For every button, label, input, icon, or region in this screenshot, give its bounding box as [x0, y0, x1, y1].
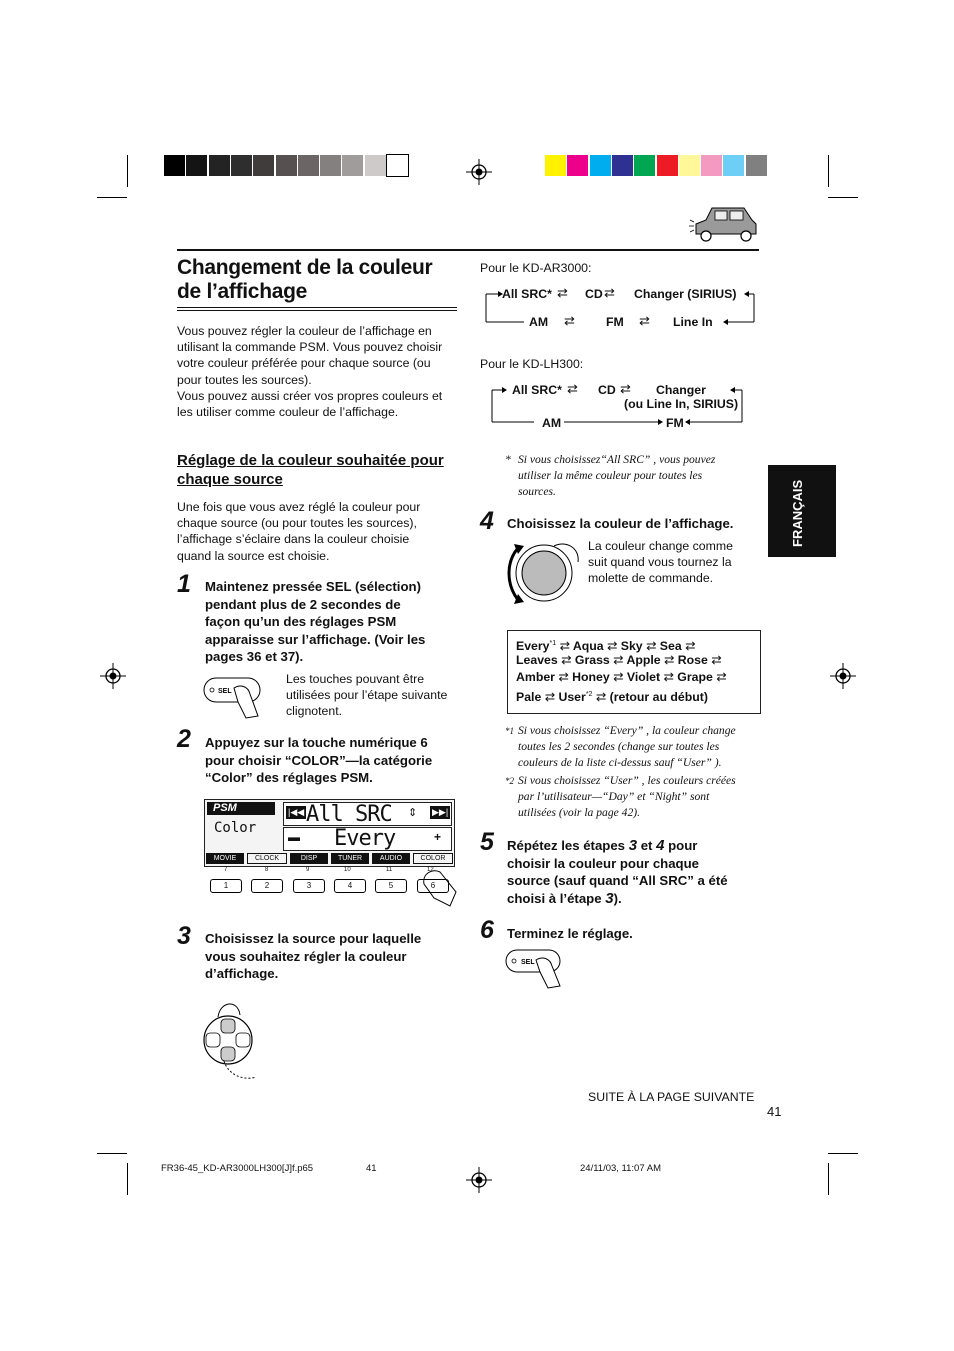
note-line: Si vous choisissez “User” , les couleurs créées — [518, 774, 736, 787]
section-rule — [177, 249, 759, 251]
swap-arrow-icon: ⇄ — [607, 639, 618, 654]
color-name: Apple — [626, 653, 661, 667]
swap-arrow-icon: ⇄ — [613, 670, 624, 684]
key-small-label: 11 — [386, 867, 393, 873]
footnote-mark: *2 — [505, 776, 514, 786]
step-number: 6 — [480, 916, 494, 944]
section-heading — [177, 451, 462, 489]
note-line: suit quand vous tournez la — [588, 555, 732, 570]
lcd-tab: COLOR — [413, 853, 453, 864]
section-intro-line: chaque source (ou pour toutes les sources), — [177, 516, 417, 531]
swap-arrow-icon: ⇄ — [613, 653, 624, 667]
swap-arrow-icon: ⇄ — [567, 381, 578, 396]
intro-paragraph — [177, 323, 462, 420]
crop-mark — [97, 1153, 127, 1154]
step-line: Appuyez sur la touche numérique 6 — [205, 735, 428, 750]
flow2-caption: Pour le KD-LH300: — [480, 357, 584, 371]
swap-arrow-icon: ⇄ — [544, 690, 556, 705]
step-line: “Color” des réglages PSM. — [205, 770, 373, 786]
step-line: choisir la couleur pour chaque — [507, 855, 699, 871]
note-line: couleurs de la liste ci-dessus sauf “User” ). — [518, 756, 722, 769]
crop-mark — [828, 155, 829, 187]
section-heading-line: chaque source — [177, 471, 283, 488]
swap-arrow-icon: ⇄ — [595, 690, 607, 705]
control-dial-illustration — [504, 538, 584, 608]
swap-arrow-icon: ⇄ — [561, 653, 572, 667]
language-tab-label: FRANÇAIS — [790, 479, 805, 547]
intro-line: Vous pouvez aussi créer vos propres couleurs et — [177, 388, 443, 403]
calibration-swatch — [723, 155, 744, 176]
step-3-text — [205, 930, 465, 983]
key-small-label: 7 — [224, 867, 228, 873]
text-run: Répétez les étapes — [507, 838, 629, 853]
calibration-swatch — [276, 155, 297, 176]
flow-node: Changer — [656, 383, 706, 397]
preset-key[interactable]: 1 — [210, 879, 242, 893]
control-pad-illustration — [198, 995, 264, 1085]
step-line: pendant plus de 2 secondes de — [205, 596, 401, 612]
skip-forward-icon: ▶▶| — [432, 807, 449, 817]
step-1-text — [205, 578, 465, 666]
color-name: Grass — [574, 653, 610, 667]
swap-arrow-icon: ⇄ — [711, 653, 722, 667]
lcd-tab: AUDIO — [372, 853, 410, 864]
color-name: Honey — [572, 670, 610, 684]
section-heading-line: Réglage de la couleur souhaitée pour — [177, 452, 444, 469]
title-underline — [177, 310, 457, 311]
note-line: toutes les 2 secondes (change sur toutes les — [518, 740, 720, 753]
lcd-tab: CLOCK — [247, 853, 287, 864]
color-name: Amber — [516, 670, 555, 684]
footnote-all-src — [518, 452, 758, 500]
note-line: clignotent. — [286, 704, 343, 719]
sel-button-illustration — [200, 672, 282, 722]
flow-node: Line In — [673, 315, 713, 329]
lcd-tab: DISP — [290, 853, 328, 864]
intro-line: les utiliser comme couleur de l’affichage. — [177, 405, 399, 420]
color-sequence-box — [507, 630, 761, 714]
intro-line: utilisant la commande PSM. Vous pouvez choisir — [177, 340, 443, 355]
step-number: 3 — [177, 922, 191, 950]
step-5-text — [507, 837, 759, 907]
sel-button-illustration — [504, 946, 574, 992]
note-line: Si vous choisissez “Every” , la couleur change — [518, 724, 736, 737]
text-run: ). — [613, 890, 622, 906]
crop-mark — [828, 197, 858, 198]
color-sequence-line — [516, 652, 722, 669]
registration-mark-icon — [100, 663, 126, 689]
flow-node: All SRC* — [512, 383, 562, 397]
step-number: 1 — [177, 570, 191, 598]
title-underline — [177, 307, 457, 308]
step-line: source (sauf quand “All SRC” a été — [507, 873, 728, 889]
lcd-value-row — [283, 827, 452, 851]
step-line: pour choisir “COLOR”—la catégorie — [205, 752, 433, 768]
up-down-icon: ⇕ — [408, 807, 418, 819]
registration-mark-icon — [830, 663, 856, 689]
step-ref: 3 — [628, 837, 638, 854]
note-line: Si vous choisissez“All SRC” , vous pouvez — [518, 453, 716, 466]
crop-mark — [127, 1163, 128, 1195]
color-name: Grape — [677, 670, 713, 684]
color-name: Aqua — [572, 639, 604, 654]
calibration-swatch — [679, 155, 700, 176]
footnote-mark: * — [505, 453, 511, 466]
swap-arrow-icon: ⇄ — [620, 381, 631, 396]
lcd-tab: TUNER — [331, 853, 369, 864]
calibration-swatch — [253, 155, 274, 176]
calibration-swatch — [567, 155, 588, 176]
preset-key[interactable]: 5 — [375, 879, 407, 893]
calibration-swatch — [209, 155, 230, 176]
lcd-category: Color — [214, 820, 257, 836]
calibration-swatch — [186, 155, 207, 176]
lcd-display — [204, 799, 455, 867]
flow-node: AM — [542, 416, 562, 430]
key-small-label: 8 — [265, 867, 269, 873]
calibration-swatch — [612, 155, 633, 176]
note-line: sources. — [518, 485, 556, 498]
calibration-swatch — [231, 155, 252, 176]
minus-icon: ▬ — [288, 830, 300, 844]
calibration-swatch — [746, 155, 767, 176]
note-line: utilisées pour l’étape suivante — [286, 688, 448, 703]
swap-arrow-icon: ⇄ — [663, 670, 674, 684]
step-ref: 4 — [656, 837, 665, 854]
calibration-swatch — [657, 155, 678, 176]
preset-key[interactable]: 3 — [293, 879, 325, 893]
footnote-user — [518, 773, 758, 821]
text-run: et — [637, 838, 657, 853]
step-line: vous souhaitez régler la couleur — [205, 948, 407, 964]
sel-label: SEL — [521, 959, 535, 966]
key-small-label: 10 — [344, 867, 351, 873]
step-number: 2 — [177, 725, 191, 753]
section-intro-line: quand la source est choisie. — [177, 548, 330, 563]
calibration-swatch — [590, 155, 611, 176]
flow-node: Changer (SIRIUS) — [634, 287, 737, 301]
swap-arrow-icon: ⇄ — [604, 285, 615, 300]
intro-line: votre couleur préférée pour chaque source (ou — [177, 356, 431, 371]
calibration-swatch — [701, 155, 722, 176]
note-line: La couleur change comme — [588, 539, 733, 553]
color-name: Violet — [626, 670, 661, 684]
color-name: Rose — [677, 653, 708, 667]
note-line: utilisées (voir la page 42). — [518, 806, 641, 819]
swap-arrow-icon: ⇄ — [646, 639, 657, 654]
section-intro — [177, 499, 462, 564]
preset-key[interactable]: 2 — [251, 879, 283, 893]
finger-press-icon — [416, 862, 461, 912]
calibration-swatch — [545, 155, 566, 176]
preset-keys — [210, 879, 450, 893]
preset-key[interactable]: 4 — [334, 879, 366, 893]
text-run: choisi à l’étape — [507, 890, 606, 906]
lcd-source: All SRC — [306, 802, 392, 827]
calibration-swatch — [164, 155, 185, 176]
step-line: d’affichage. — [205, 966, 279, 982]
footer-filename: FR36-45_KD-AR3000LH300[J]f.p65 — [161, 1163, 314, 1174]
flow-node: FM — [606, 315, 624, 329]
preset-key-small-labels — [210, 867, 450, 877]
step-ref: 3 — [605, 889, 614, 907]
color-name: Pale — [516, 690, 542, 705]
footnote-ref: *2 — [585, 691, 593, 698]
footnote-every — [518, 723, 758, 771]
section-intro-line: l’affichage s’éclaire dans la couleur choisie — [177, 532, 410, 547]
step-number: 4 — [480, 507, 494, 535]
lcd-source-row — [283, 802, 452, 826]
calibration-swatch — [298, 155, 319, 176]
crop-mark — [828, 1153, 858, 1154]
step-line: Maintenez pressée SEL (sélection) — [205, 579, 421, 594]
step-line: pages 36 et 37). — [205, 649, 304, 665]
key-small-label: 12 — [427, 867, 434, 873]
swap-arrow-icon: ⇄ — [557, 285, 568, 300]
footer-page: 41 — [366, 1163, 377, 1174]
skip-back-icon: |◀◀ — [288, 807, 305, 817]
flow-node: FM — [666, 416, 684, 430]
flow-node: All SRC* — [502, 287, 552, 301]
swap-arrow-icon: ⇄ — [716, 670, 727, 684]
step-line: façon qu’un des réglages PSM — [205, 614, 397, 630]
color-name: Sea — [659, 639, 682, 654]
footer-timestamp: 24/11/03, 11:07 AM — [580, 1163, 661, 1174]
sel-label: SEL — [218, 688, 232, 695]
step-line: apparaisse sur l’affichage. (Voir les — [205, 631, 426, 647]
calibration-swatch — [387, 155, 408, 176]
crop-mark — [127, 155, 128, 187]
step-4-text: Choisissez la couleur de l’affichage. — [507, 516, 734, 531]
intro-line: pour toutes les sources). — [177, 372, 312, 387]
section-intro-line: Une fois que vous avez réglé la couleur pour — [177, 500, 421, 514]
text-run: pour — [664, 838, 698, 853]
swap-arrow-icon: ⇄ — [558, 670, 569, 684]
note-line: par l’utilisateur—“Day” et “Night” sont — [518, 790, 710, 803]
step-line: Choisissez la source pour laquelle — [205, 931, 422, 946]
swap-arrow-icon: ⇄ — [639, 313, 650, 328]
continue-note: SUITE À LA PAGE SUIVANTE — [588, 1090, 755, 1104]
flow-diagram-ar3000 — [484, 284, 760, 332]
flow-node: (ou Line In, SIRIUS) — [624, 397, 739, 411]
swap-arrow-icon: ⇄ — [664, 653, 675, 667]
color-name: Every — [516, 639, 550, 654]
key-small-label: 9 — [306, 867, 310, 873]
language-tab — [768, 465, 836, 557]
calibration-swatch — [365, 155, 386, 176]
swap-arrow-icon: ⇄ — [564, 313, 575, 328]
registration-mark-icon — [466, 1167, 492, 1193]
color-name: User — [558, 690, 586, 705]
flow-node: AM — [529, 315, 549, 329]
car-icon — [688, 200, 760, 248]
note-line: Les touches pouvant être — [286, 672, 425, 686]
step-line — [507, 837, 759, 855]
color-name: Sky — [620, 639, 643, 654]
step-6-text: Terminez le réglage. — [507, 926, 633, 941]
color-name: Leaves — [516, 653, 558, 667]
color-sequence-line — [516, 686, 708, 706]
calibration-swatch — [320, 155, 341, 176]
swap-arrow-icon: ⇄ — [559, 639, 570, 654]
intro-line: Vous pouvez régler la couleur de l’affichage en — [177, 324, 432, 338]
note-line: molette de commande. — [588, 571, 714, 586]
color-sequence-note: (retour au début) — [609, 690, 708, 705]
calibration-swatch — [634, 155, 655, 176]
color-sequence-line — [516, 669, 727, 686]
plus-icon: + — [434, 830, 442, 844]
footnote-mark: *1 — [505, 726, 514, 736]
footnote-ref: *1 — [549, 640, 557, 647]
lcd-tab: MOVIE — [206, 853, 244, 864]
preset-key[interactable]: 6 — [417, 879, 449, 893]
lcd-psm-label: PSM — [207, 802, 275, 815]
registration-mark-icon — [466, 159, 492, 185]
step-1-note — [286, 671, 466, 720]
swap-arrow-icon: ⇄ — [685, 639, 696, 654]
page-number: 41 — [767, 1104, 782, 1119]
page-title: Changement de la couleur de l’affichage — [177, 256, 433, 303]
step-line — [507, 890, 759, 908]
step-2-text — [205, 734, 465, 787]
step-number: 5 — [480, 828, 494, 856]
flow-node: CD — [598, 383, 616, 397]
step-4-note — [588, 538, 758, 587]
flow1-caption: Pour le KD-AR3000: — [480, 261, 592, 275]
flow-diagram-lh300 — [490, 380, 750, 432]
lcd-value: Every — [334, 826, 396, 851]
flow-node: CD — [585, 287, 603, 301]
crop-mark — [828, 1163, 829, 1195]
calibration-swatch — [342, 155, 363, 176]
crop-mark — [97, 197, 127, 198]
note-line: utiliser la même couleur pour toutes les — [518, 469, 703, 482]
